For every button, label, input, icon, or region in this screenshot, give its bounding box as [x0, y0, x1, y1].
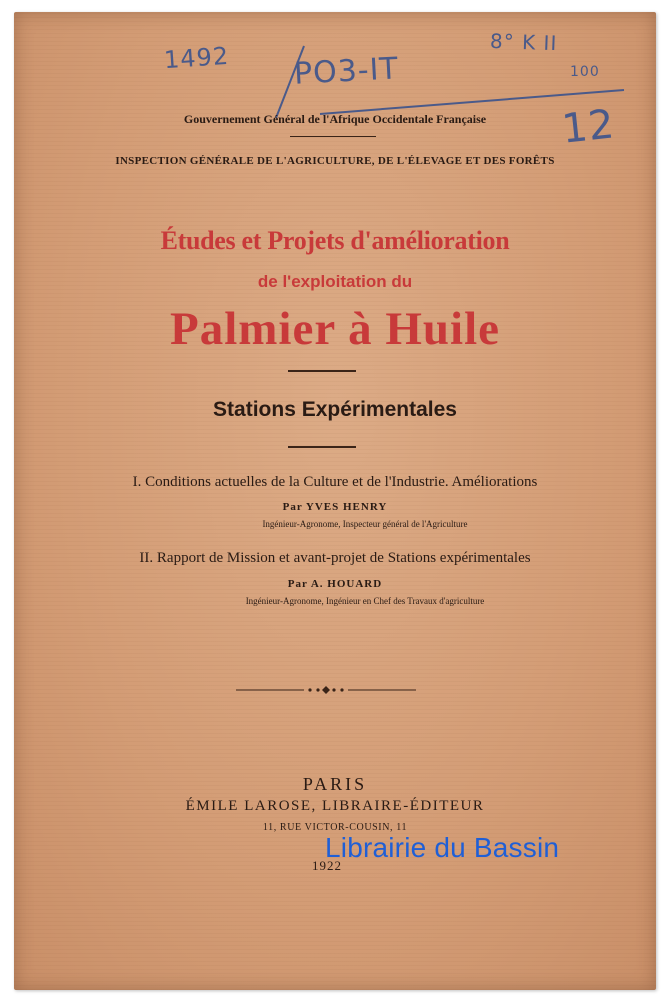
subtitle: Stations Expérimentales — [213, 398, 457, 421]
title-main: Palmier à Huile — [169, 303, 501, 355]
handwritten-slash-mark — [254, 42, 314, 122]
header-rule — [290, 136, 376, 137]
publisher-name: ÉMILE LAROSE, LIBRAIRE-ÉDITEUR — [185, 798, 485, 814]
handwritten-code-1: 1492 — [163, 41, 230, 75]
handwritten-code-4: 100 — [570, 64, 600, 80]
part-2-author: Par A. HOUARD — [287, 578, 383, 590]
header-inspection: INSPECTION GÉNÉRALE DE L'AGRICULTURE, DE L'ÉLEVAGE ET DES FORÊTS — [115, 155, 555, 167]
subtitle-rule — [288, 446, 356, 448]
handwritten-code-3: 8° K II — [489, 28, 558, 56]
header-government: Gouvernement Général de l'Afrique Occidentale Française — [183, 112, 487, 126]
part-2-title: II. Rapport de Mission et avant-projet de Stations expérimentales — [139, 550, 531, 566]
watermark-text: Librairie du Bassin — [325, 832, 560, 863]
publisher-city: PARIS — [302, 774, 368, 794]
title-line-1: Études et Projets d'amélioration — [160, 226, 510, 255]
publisher-address: 11, RUE VICTOR-COUSIN, 11 — [262, 822, 408, 833]
ornamental-rule — [236, 684, 416, 696]
part-1-author: Par YVES HENRY — [282, 501, 388, 513]
handwritten-code-2: PO3-IT — [293, 51, 400, 92]
publisher-year: 1922 — [312, 858, 342, 873]
title-line-2: de l'exploitation du — [257, 272, 413, 291]
title-rule — [288, 370, 356, 372]
part-1-role: Ingénieur-Agronome, Inspecteur général de l'Agriculture — [262, 519, 468, 529]
part-2-role: Ingénieur-Agronome, Ingénieur en Chef des Travaux d'agriculture — [245, 596, 485, 606]
part-1-title: I. Conditions actuelles de la Culture et de l'Industrie. Améliorations — [132, 474, 538, 490]
handwritten-code-5: 12 — [559, 101, 618, 153]
